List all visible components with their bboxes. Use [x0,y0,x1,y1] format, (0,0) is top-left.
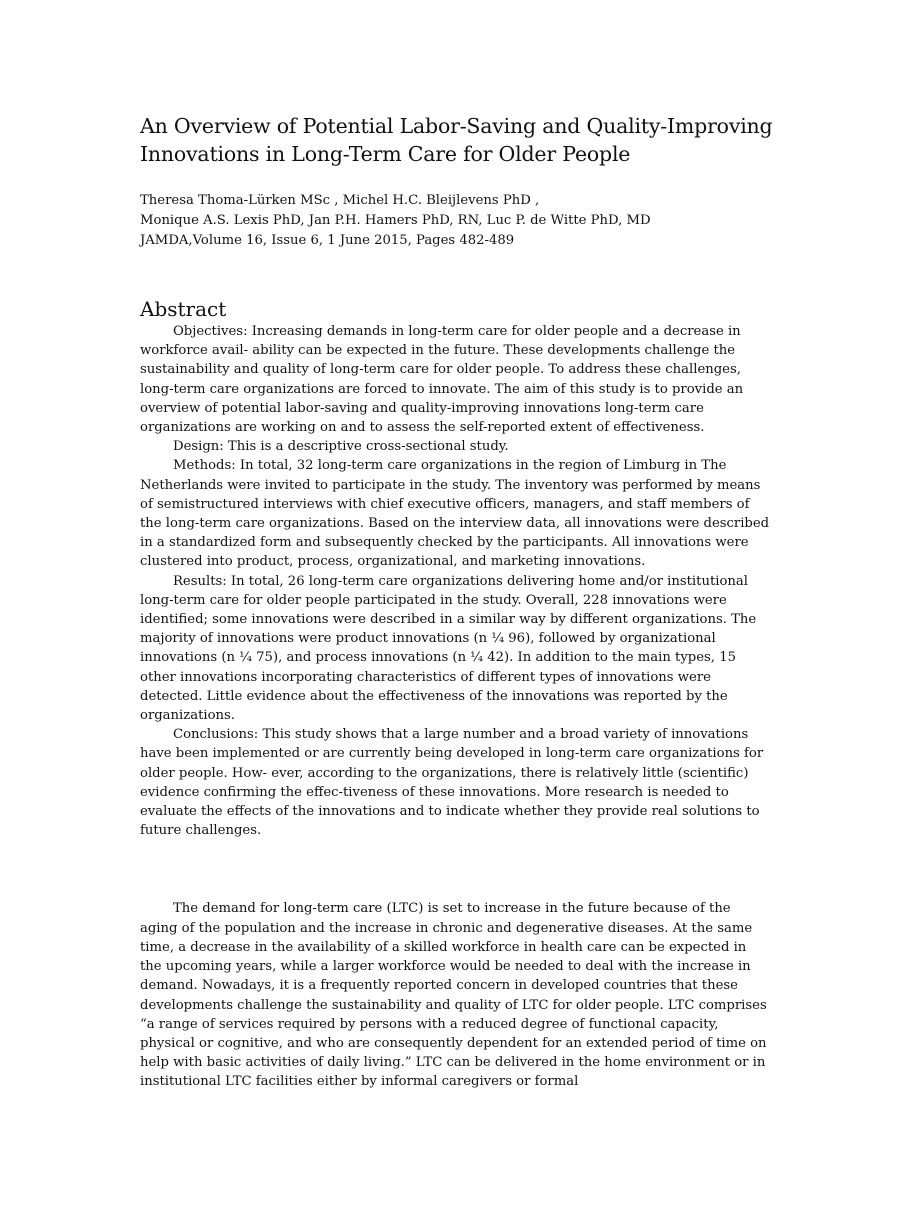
abstract-results: Results: In total, 26 long-term care organizations delivering home and/or institutional long-term care for older people participated in the study. Overall, 228 innovations were identified; some innovations were described in a similar way by different organizations. The majority of innovations were product innovations (n ¼ 96), followed by organizational innovations (n ¼ 75), and process innovations (n ¼ 42). In addition to the main types, 15 other innovations incorporating characteristics of different types of innovations were detected. Little evidence about the effectiveness of the innovations was reported by the organizations. [140,573,757,724]
abstract-heading: Abstract [140,297,227,321]
author-block [140,191,772,251]
abstract-methods: Methods: In total, 32 long-term care organizations in the region of Limburg in The Netherlands were invited to participate in the study. The inventory was performed by means of semistructured interviews with chief executive officers, managers, and staff members of the long-term care organizations. Based on the interview data, all innovations were described in a standardized form and subsequently checked by the participants. All innovations were clustered into product, process, organizational, and marketing innovations. [140,458,770,570]
title-line: An Overview of Potential Labor-Saving and Quality-Improving [140,114,773,138]
abstract-objectives: Objectives: Increasing demands in long-term care for older people and a decrease in workforce avail- ability can be expected in the future. These developments challenge the sustainability and quality of long-term care for older people. To address these challenges, long-term care organizations are forced to innovate. The aim of this study is to provide an overview of potential labor-saving and quality-improving innovations long-term care organizations are working on and to assess the self-reported extent of effectiveness. [140,324,744,436]
paper-title [140,112,772,168]
citation-line: JAMDA,Volume 16, Issue 6, 1 June 2015, Pages 482-489 [140,233,515,248]
author-line: Monique A.S. Lexis PhD, Jan P.H. Hamers PhD, RN, Luc P. de Witte PhD, MD [140,213,651,228]
abstract-section [140,296,772,840]
paper-page [140,112,772,1092]
abstract-design: Design: This is a descriptive cross-sectional study. [173,439,509,455]
title-line: Innovations in Long-Term Care for Older People [140,142,631,166]
body-section [140,899,772,1091]
author-line: Theresa Thoma-Lürken MSc , Michel H.C. Bleijlevens PhD , [140,193,540,208]
body-paragraph: The demand for long-term care (LTC) is set to increase in the future because of the aging of the population and the increase in chronic and degenerative diseases. At the same time, a decrease in the availability of a skilled workforce in health care can be expected in the upcoming years, while a larger workforce would be needed to deal with the increase in demand. Nowadays, it is a frequently reported concern in developed countries that these developments challenge the sustainability and quality of LTC for older people. LTC comprises “a range of services required by persons with a reduced degree of functional capacity, physical or cognitive, and who are consequently dependent for an extended period of time on help with basic activities of daily living.” LTC can be delivered in the home environment or in institutional LTC facilities either by informal caregivers or formal [140,901,767,1090]
abstract-conclusions: Conclusions: This study shows that a large number and a broad variety of innovations have been implemented or are currently being developed in long-term care organizations for older people. How- ever, according to the organizations, there is relatively little (scientific) evidence confirming the effec-tiveness of these innovations. More research is needed to evaluate the effects of the innovations and to indicate whether they provide real solutions to future challenges. [140,727,764,839]
